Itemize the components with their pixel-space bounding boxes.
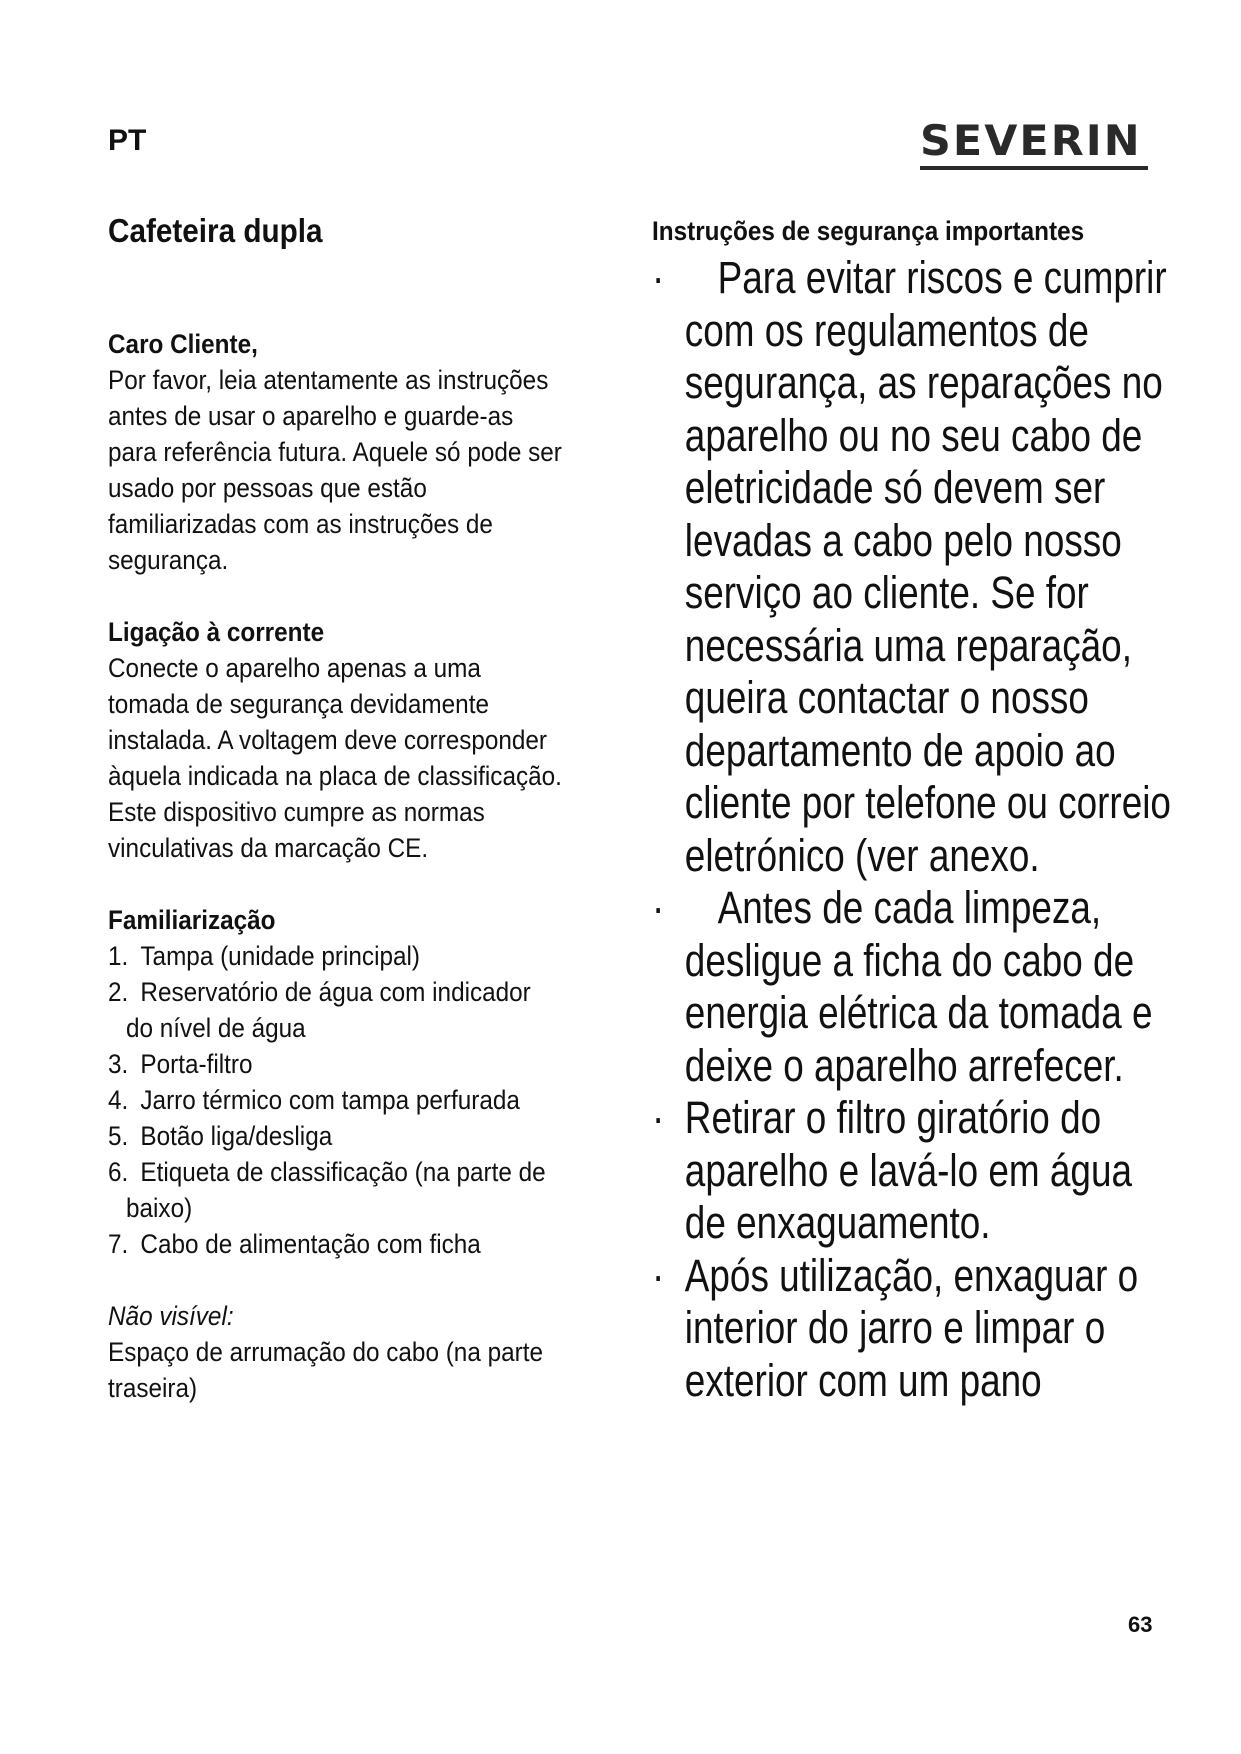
not-visible-body: Espaço de arrumação do cabo (na parte traseira) [108,1337,543,1403]
safety-item-text: Para evitar riscos e cumprir com os regulamentos de segurança, as reparações no aparelho ou no seu cabo de eletricidade só devem ser levadas a cabo pelo nosso serviço ao cliente. Se for necessária uma reparação, queira contactar o nosso departamento de apoio ao cliente por telefone ou correio eletrónico (ver anexo. [684,252,1171,881]
list-item [108,938,567,974]
safety-item [652,1250,1177,1408]
familiarization-section [108,902,567,1262]
connection-heading: Ligação à corrente [108,617,325,647]
list-item-text: Jarro térmico com tampa perfurada [140,1085,520,1115]
connection-section [108,614,567,866]
document-title: Cafeteira dupla [108,212,323,249]
safety-item [652,1092,1177,1250]
bullet-icon: · [652,1092,665,1143]
list-item [108,974,567,1046]
page-number: 63 [1128,1612,1153,1637]
greeting-body: Por favor, leia atentamente as instruções antes de usar o aparelho e guarde-as para referência futura. Aquele só pode ser usado por pessoas que estão familiarizadas com as instruções de segurança. [108,365,562,575]
greeting-section [108,326,567,578]
list-item-text: Botão liga/desliga [140,1121,333,1151]
list-item-text: Tampa (unidade principal) [140,941,421,971]
logo-underline [920,166,1148,170]
list-item-text: Reservatório de água com indicador [140,977,531,1007]
safety-item-text: Após utilização, enxaguar o interior do jarro e limpar o exterior com um pano [684,1249,1139,1406]
list-item-number: 4. [108,1085,129,1115]
list-item-continuation: do nível de água [126,1013,306,1043]
bullet-icon: · [652,882,665,933]
right-column [652,214,1212,1407]
bullet-icon: · [652,1249,665,1301]
parts-list [108,938,567,1262]
list-item-number: 2. [108,977,129,1007]
greeting-heading: Caro Cliente, [108,329,258,359]
language-code: PT [108,124,147,157]
familiarization-heading: Familiarização [108,905,276,935]
safety-instructions-title: Instruções de segurança importantes [652,216,1085,246]
list-item [108,1154,567,1226]
not-visible-label: Não visível: [108,1301,234,1331]
left-column [108,210,567,1442]
list-item-number: 6. [108,1157,129,1187]
safety-item [652,252,1177,882]
safety-item-text: Retirar o filtro giratório do aparelho e lavá-lo em água de enxaguamento. [684,1092,1133,1248]
list-item-number: 1. [108,941,129,971]
list-item-text: Etiqueta de classificação (na parte de [140,1157,546,1187]
connection-body: Conecte o aparelho apenas a uma tomada de segurança devidamente instalada. A voltagem deve corresponder àquela indicada na placa de classificação. Este dispositivo cumpre as normas vinculativas da marcação CE. [108,653,562,863]
list-item-number: 7. [108,1229,129,1259]
list-item [108,1118,567,1154]
logo-wordmark: SEVERIN [920,116,1142,165]
not-visible-section [108,1298,567,1406]
safety-list [652,252,1177,1407]
bullet-icon: · [652,252,665,303]
list-item-continuation: baixo) [126,1193,193,1223]
list-item-number: 3. [108,1049,129,1079]
list-item [108,1226,567,1262]
list-item [108,1082,567,1118]
safety-item [652,882,1177,1092]
list-item-text: Porta-filtro [140,1049,253,1079]
list-item-number: 5. [108,1121,129,1151]
safety-item-text: Antes de cada limpeza, desligue a ficha do cabo de energia elétrica da tomada e deixe o aparelho arrefecer. [684,882,1153,1091]
list-item [108,1046,567,1082]
severin-logo [920,116,1152,172]
list-item-text: Cabo de alimentação com ficha [140,1229,481,1259]
